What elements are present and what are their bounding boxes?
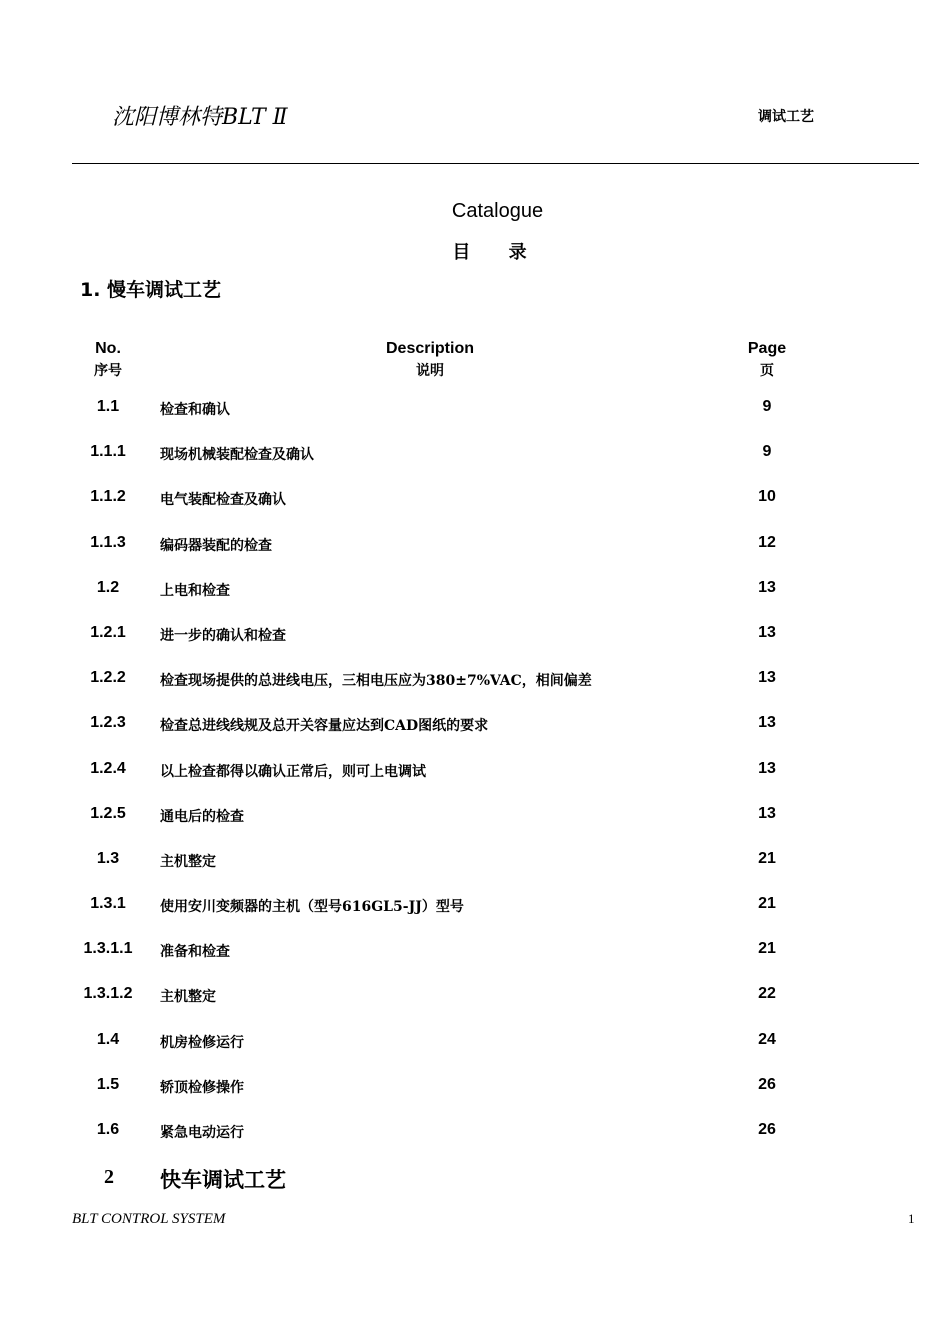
column-header-description-en: Description xyxy=(385,340,474,357)
header-document-type: 调试工艺 xyxy=(758,109,814,125)
toc-row[interactable] xyxy=(0,1064,950,1109)
toc-page: 13 xyxy=(758,714,776,732)
column-header-description xyxy=(310,339,550,383)
toc-page: 21 xyxy=(758,895,776,913)
toc-number: 1.6 xyxy=(96,1121,120,1138)
toc-description: 检查总进线线规及总开关容量应达到CAD图纸的要求 xyxy=(160,718,489,735)
toc-number: 1.4 xyxy=(96,1030,120,1048)
catalogue-title-en: Catalogue xyxy=(451,200,544,222)
footer-system-name: BLT CONTROL SYSTEM xyxy=(72,1211,226,1227)
toc-number: 1.5 xyxy=(96,1075,120,1093)
toc-row[interactable] xyxy=(0,657,950,702)
toc-page: 26 xyxy=(758,1075,776,1093)
toc-number: 1.1.1 xyxy=(90,443,126,461)
toc-description: 编码器装配的检查 xyxy=(160,537,272,554)
toc-page: 13 xyxy=(758,578,776,596)
toc-description: 紧急电动运行 xyxy=(160,1125,244,1141)
toc-row[interactable] xyxy=(0,431,950,476)
toc-description: 上电和检查 xyxy=(160,582,230,599)
toc-number: 1.2 xyxy=(96,578,120,596)
toc-number: 1.2.2 xyxy=(90,669,126,687)
toc-number: 1.3.1.2 xyxy=(83,985,133,1003)
toc-list xyxy=(0,386,950,1154)
toc-number: 1.2.4 xyxy=(90,759,126,777)
toc-number: 1.1.2 xyxy=(90,488,126,506)
toc-description: 进一步的确认和检查 xyxy=(160,627,286,644)
toc-description: 通电后的检查 xyxy=(160,808,244,825)
toc-description: 现场机械装配检查及确认 xyxy=(160,447,314,464)
toc-row[interactable] xyxy=(0,838,950,883)
catalogue-title-zh: 目 录 xyxy=(452,242,543,263)
toc-page: 9 xyxy=(762,443,772,461)
toc-description: 准备和检查 xyxy=(160,944,230,961)
toc-description: 主机整定 xyxy=(160,989,216,1006)
section-2-number: 2 xyxy=(104,1166,114,1188)
header-company-name: 沈阳博林特BLT Ⅱ xyxy=(112,105,288,130)
toc-page: 21 xyxy=(758,940,776,958)
toc-row[interactable] xyxy=(0,973,950,1018)
toc-page: 21 xyxy=(758,849,776,867)
toc-description: 使用安川变频器的主机（型号616GL5-JJ）型号 xyxy=(160,899,464,916)
toc-page: 13 xyxy=(758,669,776,687)
toc-row[interactable] xyxy=(0,1019,950,1064)
toc-row[interactable] xyxy=(0,612,950,657)
toc-page: 24 xyxy=(758,1030,776,1048)
toc-page: 10 xyxy=(758,488,776,506)
toc-number: 1.1.3 xyxy=(90,533,126,551)
toc-row[interactable] xyxy=(0,793,950,838)
toc-page: 26 xyxy=(758,1121,776,1138)
toc-description: 电气装配检查及确认 xyxy=(160,492,286,509)
section-1-title: 1. 慢车调试工艺 xyxy=(80,279,222,301)
toc-description: 轿顶检修操作 xyxy=(160,1079,244,1096)
toc-number: 1.2.3 xyxy=(90,714,126,732)
toc-number: 1.3.1 xyxy=(90,895,126,913)
footer-page-number: 1 xyxy=(908,1211,915,1226)
toc-row[interactable] xyxy=(0,522,950,567)
toc-page: 12 xyxy=(758,533,776,551)
column-header-no-zh: 序号 xyxy=(94,363,122,379)
section-2-title[interactable]: 快车调试工艺 xyxy=(160,1168,286,1192)
toc-row[interactable] xyxy=(0,386,950,431)
toc-page: 9 xyxy=(762,398,772,415)
toc-number: 1.3.1.1 xyxy=(83,940,133,958)
toc-number: 1.2.1 xyxy=(90,623,126,641)
toc-row[interactable] xyxy=(0,567,950,612)
column-header-no-en: No. xyxy=(95,340,121,357)
toc-description: 主机整定 xyxy=(160,853,216,870)
toc-row[interactable] xyxy=(0,748,950,793)
toc-page: 13 xyxy=(758,623,776,641)
column-header-page xyxy=(737,339,797,383)
header-divider xyxy=(72,163,919,164)
toc-number: 1.2.5 xyxy=(90,804,126,822)
column-header-page-zh: 页 xyxy=(760,363,774,379)
toc-row[interactable] xyxy=(0,702,950,747)
toc-row[interactable] xyxy=(0,476,950,521)
toc-number: 1.1 xyxy=(96,398,120,415)
toc-description: 检查和确认 xyxy=(160,402,230,418)
toc-row[interactable] xyxy=(0,1109,950,1154)
column-header-no xyxy=(78,339,138,383)
toc-page: 13 xyxy=(758,804,776,822)
toc-description: 检查现场提供的总进线电压，三相电压应为380±7%VAC，相间偏差 xyxy=(160,673,592,690)
toc-description: 以上检查都得以确认正常后，则可上电调试 xyxy=(160,763,426,780)
toc-row[interactable] xyxy=(0,928,950,973)
column-header-page-en: Page xyxy=(747,340,787,357)
toc-number: 1.3 xyxy=(96,849,120,867)
column-header-description-zh: 说明 xyxy=(416,363,444,379)
toc-page: 13 xyxy=(758,759,776,777)
toc-page: 22 xyxy=(758,985,776,1003)
toc-row[interactable] xyxy=(0,883,950,928)
toc-description: 机房检修运行 xyxy=(160,1034,244,1051)
